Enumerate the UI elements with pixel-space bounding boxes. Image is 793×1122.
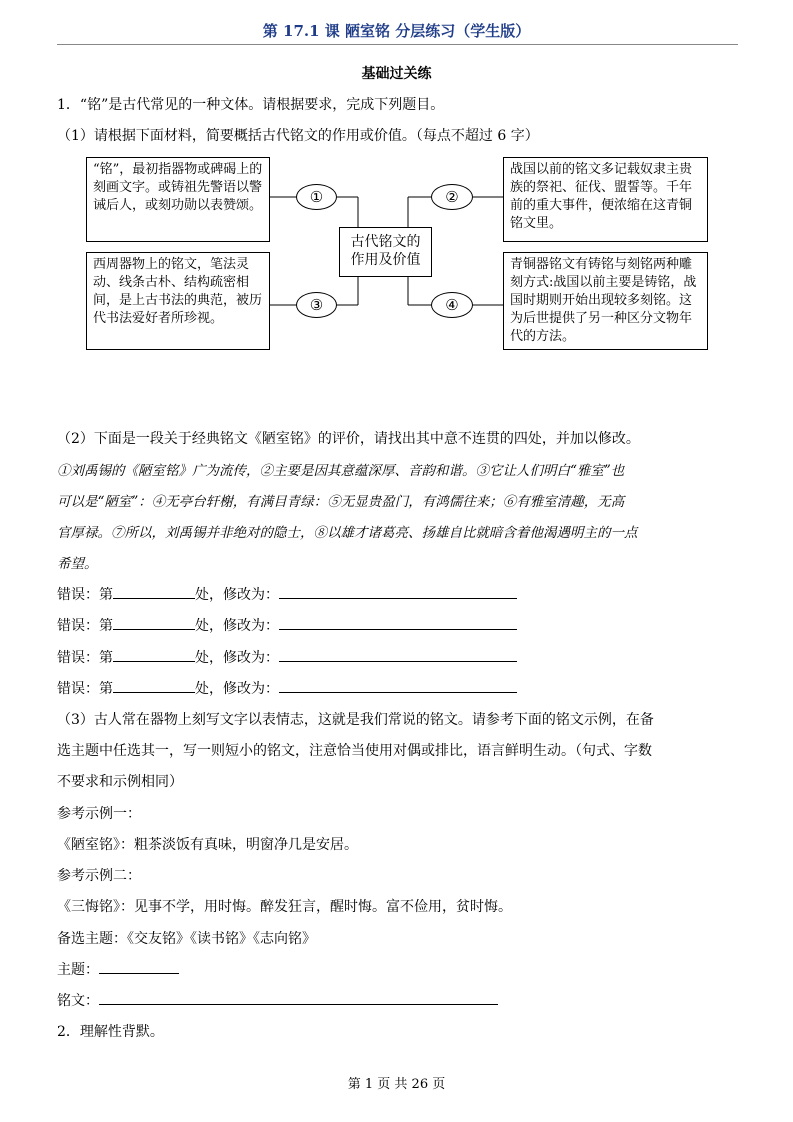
error-number-blank[interactable] (113, 647, 195, 662)
page-title: 第 17.1 课 陋室铭 分层练习（学生版） (262, 22, 531, 40)
error-prefix: 错误：第 (57, 618, 113, 634)
error-correction-blank[interactable] (279, 678, 517, 693)
question-2-stem: 2．理解性背默。 (57, 1024, 164, 1040)
error-correction-blank[interactable] (279, 647, 517, 662)
theme-blank[interactable] (99, 959, 179, 974)
page-number: 第 1 页 共 26 页 (347, 1077, 446, 1092)
error-row-1 (57, 584, 517, 604)
answer-slot-2: ② (431, 184, 473, 210)
passage-line: ①刘禹锡的《陋室铭》广为流传，②主要是因其意蕴深厚、音韵和谐。③它让人们明白“雅室”也 (57, 463, 625, 479)
example-1-label: 参考示例一： (57, 806, 141, 822)
question-1-part-1: （1）请根据下面材料，简要概括古代铭文的作用或价值。（每点不超过 6 字） (57, 128, 539, 144)
error-row-3 (57, 647, 517, 667)
answer-slot-3: ③ (296, 292, 337, 318)
theme-label: 主题： (57, 962, 99, 978)
inscription-row (57, 990, 498, 1010)
error-mid: 处，修改为： (195, 650, 279, 666)
error-correction-blank[interactable] (279, 615, 517, 630)
example-2-label: 参考示例二： (57, 868, 141, 884)
material-box-top-left: “铭”，最初指器物或碑碣上的刻画文字。或铸祖先警语以警诫后人，或刻功勋以表赞颂。 (86, 157, 270, 242)
error-mid: 处，修改为： (195, 587, 279, 603)
passage-line: 希望。 (57, 556, 98, 572)
inscription-blank[interactable] (99, 990, 498, 1005)
error-row-2 (57, 615, 517, 635)
diagram-center-box: 古代铭文的作用及价值 (339, 227, 432, 277)
question-1-part-2: （2）下面是一段关于经典铭文《陋室铭》的评价，请找出其中意不连贯的四处，并加以修改。 (57, 431, 640, 447)
example-2-text: 《三悔铭》：见事不学，用时悔。醉发狂言，醒时悔。富不俭用，贫时悔。 (57, 899, 512, 915)
error-correction-blank[interactable] (279, 584, 517, 599)
error-mid: 处，修改为： (195, 618, 279, 634)
passage-line: 官厚禄。⑦所以，刘禹锡并非绝对的隐士，⑧以雄才诸葛亮、扬雄自比就暗含着他渴遇明主的一点 (57, 525, 638, 541)
answer-slot-1: ① (296, 184, 337, 210)
theme-row (57, 959, 179, 979)
error-prefix: 错误：第 (57, 681, 113, 697)
error-number-blank[interactable] (113, 584, 195, 599)
material-box-bottom-left: 西周器物上的铭文，笔法灵动、线条古朴、结构疏密相间，是上古书法的典范，被历代书法爱好者所珍视。 (86, 252, 270, 350)
answer-slot-4: ④ (431, 292, 473, 318)
inscription-label: 铭文： (57, 993, 99, 1009)
error-mid: 处，修改为： (195, 681, 279, 697)
material-box-bottom-right: 青铜器铭文有铸铭与刻铭两种雕刻方式:战国以前主要是铸铭，战国时期则开始出现较多刻铭。这为后世提供了另一种区分文物年代的方法。 (503, 252, 708, 350)
candidate-topics: 备选主题：《交友铭》《读书铭》《志向铭》 (57, 931, 316, 947)
error-number-blank[interactable] (113, 615, 195, 630)
question-1-stem: 1．“铭”是古代常见的一种文体。请根据要求，完成下列题目。 (57, 97, 445, 113)
error-number-blank[interactable] (113, 678, 195, 693)
question-1-part-3: 选主题中任选其一，写一则短小的铭文，注意恰当使用对偶或排比，语言鲜明生动。（句式、字数 (57, 743, 652, 759)
error-prefix: 错误：第 (57, 650, 113, 666)
passage-line: 可以是“陋室”：④无亭台轩榭，有满目青绿：⑤无显贵盈门，有鸿儒往来；⑥有雅室清趣，无高 (57, 494, 625, 510)
example-1-text: 《陋室铭》：粗茶淡饭有真味，明窗净几是安居。 (57, 837, 358, 853)
error-prefix: 错误：第 (57, 587, 113, 603)
question-1-part-3: 不要求和示例相同） (57, 774, 183, 790)
question-1-part-3: （3）古人常在器物上刻写文字以表情志，这就是我们常说的铭文。请参考下面的铭文示例，在备 (57, 712, 654, 728)
material-box-top-right: 战国以前的铭文多记载奴隶主贵族的祭祀、征伐、盟誓等。千年前的重大事件，便浓缩在这青铜铭文里。 (503, 157, 708, 242)
error-row-4 (57, 678, 517, 698)
section-title: 基础过关练 (361, 66, 432, 82)
